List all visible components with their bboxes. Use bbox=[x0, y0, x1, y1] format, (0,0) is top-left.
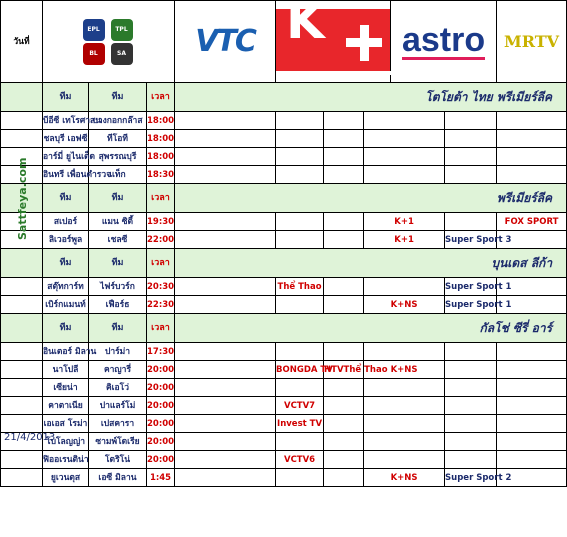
match-row bbox=[1, 166, 567, 184]
channel-cell bbox=[364, 166, 445, 184]
away-team: แมน ซิตี้ bbox=[89, 213, 147, 231]
home-team: สตุ๊ทการ์ท bbox=[43, 278, 89, 296]
kickoff-time: 18:00 bbox=[147, 130, 175, 148]
channel-cell bbox=[175, 361, 276, 379]
channel-cell bbox=[364, 148, 445, 166]
day-header: วันที่ bbox=[1, 1, 43, 83]
premier-league-logo: EPL bbox=[83, 19, 105, 41]
channel-cell bbox=[445, 112, 497, 130]
home-team: อาร์มี่ ยูไนเต็ด bbox=[43, 148, 89, 166]
channel-cell bbox=[364, 130, 445, 148]
away-team: เฟือร์ธ bbox=[89, 296, 147, 314]
astro-logo: astro bbox=[401, 21, 486, 59]
kickoff-time: 19:30 bbox=[147, 213, 175, 231]
channel-cell bbox=[175, 415, 276, 433]
serie-a-logo: SA bbox=[111, 43, 133, 65]
channel-cell bbox=[324, 397, 364, 415]
home-team: เบิร์กแมนท์ bbox=[43, 296, 89, 314]
channel-cell bbox=[276, 166, 324, 184]
match-row bbox=[1, 379, 567, 397]
channel-cell bbox=[175, 469, 276, 487]
home-team: อินทรี เพื่อนตำรวจ bbox=[43, 166, 89, 184]
channel-cell bbox=[324, 231, 364, 249]
channel-cell bbox=[364, 278, 445, 296]
vtc-logo: VTC bbox=[195, 23, 255, 59]
channel-cell bbox=[276, 112, 324, 130]
channel-cell: Super Sport 1 bbox=[445, 296, 497, 314]
channel-cell bbox=[276, 343, 324, 361]
away-team: โตริโน่ bbox=[89, 451, 147, 469]
date-label: 21/4/2013 bbox=[4, 432, 56, 443]
channel-cell bbox=[445, 361, 497, 379]
match-row bbox=[1, 397, 567, 415]
channel-cell bbox=[175, 451, 276, 469]
channel-cell: Super Sport 2 bbox=[445, 469, 497, 487]
channel-cell: K+NS bbox=[364, 469, 445, 487]
channel-cell bbox=[175, 112, 276, 130]
date-cell bbox=[1, 130, 43, 148]
channel-cell bbox=[276, 469, 324, 487]
match-row bbox=[1, 469, 567, 487]
away-col-header: ทีม bbox=[89, 83, 147, 112]
channel-cell bbox=[324, 278, 364, 296]
mrtv-logo: MRTV bbox=[504, 31, 560, 51]
time-col-header: เวลา bbox=[147, 249, 175, 278]
home-team: ยูเวนตุส bbox=[43, 469, 89, 487]
match-row bbox=[1, 231, 567, 249]
away-team: เอซี มิลาน bbox=[89, 469, 147, 487]
channel-cell bbox=[276, 433, 324, 451]
channel-cell: FOX SPORT bbox=[497, 213, 567, 231]
channel-cell bbox=[175, 343, 276, 361]
channel-cell bbox=[324, 130, 364, 148]
match-row bbox=[1, 361, 567, 379]
date-cell bbox=[1, 112, 43, 130]
match-row bbox=[1, 296, 567, 314]
channel-cell bbox=[175, 379, 276, 397]
channel-cell bbox=[364, 343, 445, 361]
league-name: กัลโช่ ซีรี่ อาร์ bbox=[175, 314, 567, 343]
away-team: สุพรรณบุรี bbox=[89, 148, 147, 166]
thai-league-logo: TPL bbox=[111, 19, 133, 41]
league-logos bbox=[43, 1, 175, 83]
kickoff-time: 20:00 bbox=[147, 415, 175, 433]
channel-cell: K+NS bbox=[364, 361, 445, 379]
channel-cell: K+NS bbox=[364, 296, 445, 314]
channel-cell bbox=[445, 213, 497, 231]
time-col-header: เวลา bbox=[147, 83, 175, 112]
league-header-row bbox=[1, 249, 567, 278]
channel-cell bbox=[175, 166, 276, 184]
home-team: ฟิออเรนติน่า bbox=[43, 451, 89, 469]
channel-cell bbox=[276, 130, 324, 148]
away-team: แท็ก bbox=[89, 166, 147, 184]
channel-cell bbox=[175, 231, 276, 249]
away-col-header: ทีม bbox=[89, 314, 147, 343]
league-header-row bbox=[1, 314, 567, 343]
channel-cell bbox=[445, 415, 497, 433]
channel-cell bbox=[175, 433, 276, 451]
time-col-header: เวลา bbox=[147, 184, 175, 213]
channel-cell bbox=[497, 343, 567, 361]
away-team: เชลซี bbox=[89, 231, 147, 249]
date-cell bbox=[1, 83, 43, 112]
away-team: ไฟร์บวร์ก bbox=[89, 278, 147, 296]
away-col-header: ทีม bbox=[89, 184, 147, 213]
match-row bbox=[1, 278, 567, 296]
mrtv-logo-cell bbox=[497, 1, 567, 83]
channel-cell bbox=[324, 469, 364, 487]
home-col-header: ทีม bbox=[43, 314, 89, 343]
kickoff-time: 1:45 bbox=[147, 469, 175, 487]
league-name: บุนเดส ลีก้า bbox=[175, 249, 567, 278]
match-row bbox=[1, 213, 567, 231]
channel-cell bbox=[324, 451, 364, 469]
channel-cell bbox=[324, 379, 364, 397]
kickoff-time: 20:30 bbox=[147, 278, 175, 296]
channel-cell bbox=[324, 213, 364, 231]
channel-cell bbox=[445, 397, 497, 415]
away-team: ปาร์ม่า bbox=[89, 343, 147, 361]
channel-cell: Super Sport 1 bbox=[445, 278, 497, 296]
match-row bbox=[1, 451, 567, 469]
channel-cell bbox=[445, 130, 497, 148]
match-row bbox=[1, 433, 567, 451]
channel-cell bbox=[324, 166, 364, 184]
channel-cell bbox=[497, 130, 567, 148]
logo-row bbox=[1, 1, 567, 83]
away-team: ปาแลร์โม่ bbox=[89, 397, 147, 415]
channel-cell bbox=[175, 278, 276, 296]
kickoff-time: 18:30 bbox=[147, 166, 175, 184]
kickoff-time: 22:30 bbox=[147, 296, 175, 314]
channel-cell bbox=[276, 148, 324, 166]
channel-cell bbox=[364, 112, 445, 130]
channel-cell bbox=[175, 397, 276, 415]
channel-cell bbox=[445, 433, 497, 451]
away-team: บางกอกกล๊าส bbox=[89, 112, 147, 130]
home-col-header: ทีม bbox=[43, 83, 89, 112]
channel-cell: VCTV7 bbox=[276, 397, 324, 415]
kickoff-time: 17:30 bbox=[147, 343, 175, 361]
channel-cell: K+1 bbox=[364, 213, 445, 231]
bundesliga-logo: BL bbox=[83, 43, 105, 65]
home-team: เอเอส โรม่า bbox=[43, 415, 89, 433]
match-row bbox=[1, 148, 567, 166]
away-team: คาญารี่ bbox=[89, 361, 147, 379]
match-row bbox=[1, 112, 567, 130]
kickoff-time: 18:00 bbox=[147, 112, 175, 130]
kickoff-time: 22:00 bbox=[147, 231, 175, 249]
channel-cell bbox=[445, 343, 497, 361]
date-cell bbox=[1, 469, 43, 487]
kickoff-time: 20:00 bbox=[147, 451, 175, 469]
channel-cell: BONGDA TV bbox=[276, 361, 324, 379]
match-row bbox=[1, 130, 567, 148]
channel-cell: Super Sport 3 bbox=[445, 231, 497, 249]
away-team: ทีโอที bbox=[89, 130, 147, 148]
vtc-logo-cell bbox=[175, 1, 276, 83]
league-header-row bbox=[1, 83, 567, 112]
kickoff-time: 20:00 bbox=[147, 361, 175, 379]
channel-cell bbox=[445, 148, 497, 166]
channel-cell bbox=[445, 451, 497, 469]
home-team: ชลบุรี เอฟซี bbox=[43, 130, 89, 148]
channel-cell bbox=[497, 148, 567, 166]
channel-cell bbox=[324, 112, 364, 130]
channel-cell bbox=[175, 130, 276, 148]
channel-cell bbox=[364, 433, 445, 451]
match-row bbox=[1, 343, 567, 361]
channel-cell bbox=[364, 451, 445, 469]
league-header-row bbox=[1, 184, 567, 213]
date-cell bbox=[1, 451, 43, 469]
channel-cell bbox=[364, 415, 445, 433]
away-team: ซามพ์โดเรีย bbox=[89, 433, 147, 451]
channel-cell bbox=[175, 296, 276, 314]
home-team: สเปอร์ bbox=[43, 213, 89, 231]
channel-cell bbox=[497, 112, 567, 130]
channel-cell bbox=[497, 433, 567, 451]
channel-cell bbox=[324, 148, 364, 166]
channel-cell bbox=[364, 397, 445, 415]
channel-cell bbox=[497, 397, 567, 415]
home-team: โบโลญญ่า bbox=[43, 433, 89, 451]
kplus-logo-cell bbox=[276, 1, 391, 83]
home-team: คาตาเนีย bbox=[43, 397, 89, 415]
home-team: นาโปลี bbox=[43, 361, 89, 379]
league-name: พรีเมียร์ลีค bbox=[175, 184, 567, 213]
channel-cell bbox=[276, 213, 324, 231]
watermark-text: Sattfeya.com bbox=[16, 157, 29, 240]
channel-cell bbox=[364, 379, 445, 397]
kickoff-time: 18:00 bbox=[147, 148, 175, 166]
channel-cell bbox=[175, 148, 276, 166]
channel-cell bbox=[276, 296, 324, 314]
channel-cell bbox=[324, 296, 364, 314]
home-team: อินเตอร์ มิลาน bbox=[43, 343, 89, 361]
channel-cell: VCTV6 bbox=[276, 451, 324, 469]
channel-cell bbox=[175, 213, 276, 231]
channel-cell bbox=[497, 415, 567, 433]
channel-cell: Thể Thao bbox=[276, 278, 324, 296]
channel-cell: Invest TV bbox=[276, 415, 324, 433]
home-col-header: ทีม bbox=[43, 249, 89, 278]
away-col-header: ทีม bbox=[89, 249, 147, 278]
away-team: เปสคารา bbox=[89, 415, 147, 433]
away-team: คิเอโว่ bbox=[89, 379, 147, 397]
channel-cell bbox=[497, 166, 567, 184]
channel-cell bbox=[497, 361, 567, 379]
channel-cell bbox=[276, 379, 324, 397]
channel-cell bbox=[497, 379, 567, 397]
channel-cell: K+1 bbox=[364, 231, 445, 249]
home-col-header: ทีม bbox=[43, 184, 89, 213]
home-team: บีอีซี เทโรศาสน bbox=[43, 112, 89, 130]
date-cell bbox=[1, 415, 43, 433]
channel-cell bbox=[324, 433, 364, 451]
match-row bbox=[1, 415, 567, 433]
kickoff-time: 20:00 bbox=[147, 379, 175, 397]
kickoff-time: 20:00 bbox=[147, 433, 175, 451]
channel-cell bbox=[324, 415, 364, 433]
time-col-header: เวลา bbox=[147, 314, 175, 343]
channel-cell bbox=[276, 231, 324, 249]
kickoff-time: 20:00 bbox=[147, 397, 175, 415]
astro-logo-cell bbox=[391, 1, 497, 83]
channel-cell bbox=[324, 343, 364, 361]
home-team: เซียน่า bbox=[43, 379, 89, 397]
watermark bbox=[6, 157, 42, 410]
channel-cell: HTVThể Thao bbox=[324, 361, 364, 379]
home-team: ลิเวอร์พูล bbox=[43, 231, 89, 249]
channel-cell bbox=[445, 379, 497, 397]
league-name: โตโยต้า ไทย พรีเมียร์ลีค bbox=[175, 83, 567, 112]
channel-cell bbox=[445, 166, 497, 184]
channel-cell bbox=[497, 451, 567, 469]
kplus-logo: K bbox=[276, 9, 390, 75]
